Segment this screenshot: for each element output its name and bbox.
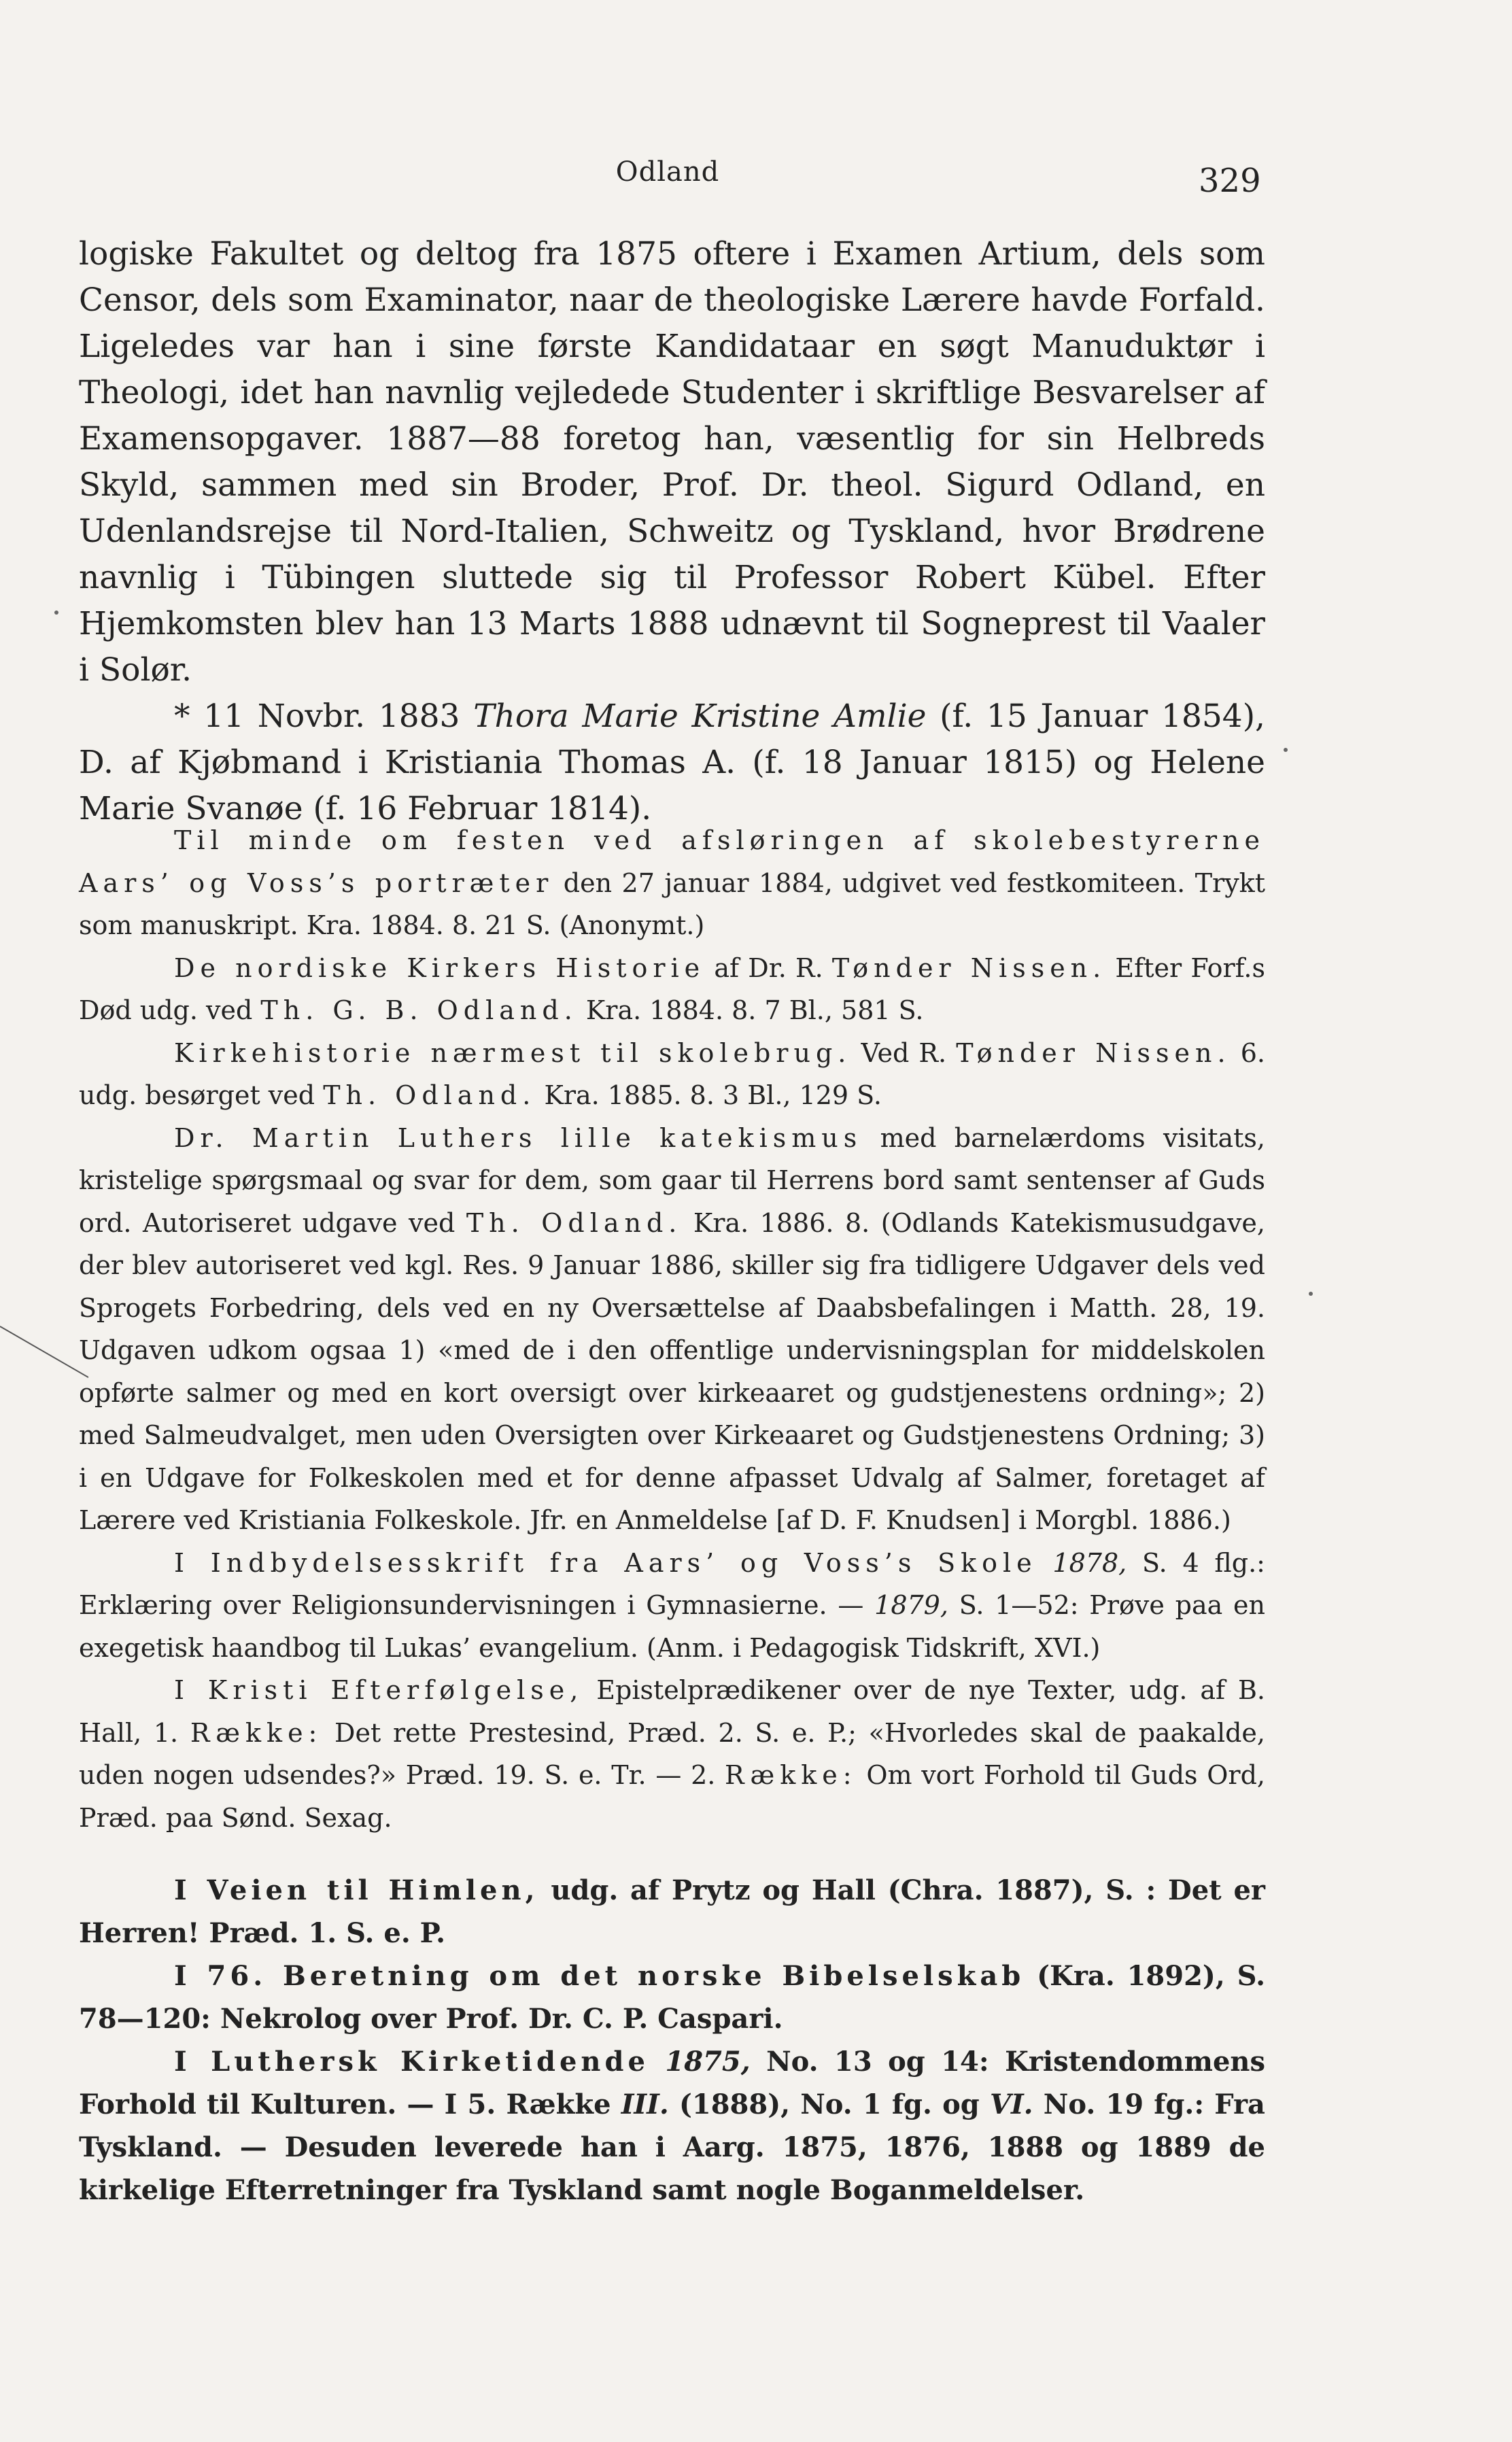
entry-details: Efter Forf.s Død udg. ved <box>79 952 1265 1025</box>
entry-details: Om vort Forhold til Guds Ord, Præd. paa Sønd. Sexag. <box>79 1760 1265 1833</box>
entry-title: I Luthersk Kirketidende <box>174 2046 649 2078</box>
entry-series: Række: <box>190 1717 323 1748</box>
fraktur-entry <box>79 1869 1265 1955</box>
biography-section <box>79 231 1265 832</box>
entry-details: den 27 januar 1884, udgivet ved festkomiteen. Trykt som manuskript. Kra. 1884. 8. 21 S. (Anonymt.) <box>79 867 1265 940</box>
bibliography-entry <box>79 947 1265 1032</box>
entry-year: 1875, <box>665 2046 751 2078</box>
marriage-paragraph <box>79 693 1265 832</box>
entry-year: 1879, <box>874 1590 948 1620</box>
entry-title: De nordiske Kirkers Historie <box>174 952 706 983</box>
fraktur-entry <box>79 1955 1265 2040</box>
bibliography-section <box>79 819 1265 1839</box>
entry-details: Kra. 1886. 8. (Odlands Katekismusudgave, der blev autoriseret ved kgl. Res. 9 Januar 1886, skiller sig fra tidligere Udgaver dels ved Sprogets Forbedring, dels ved en ny Oversættelse af Daabsbefalingen i Matth. 28, 19. Udgaven udkom ogsaa 1) «med de i den offentlige undervisningsplan for middelskolen opførte salmer og med en kort oversigt over kirkeaaret og gudstjenestens ordning»; 2) med Salmeudvalget, men uden Oversigten over Kirkeaaret og Gudstjenestens Ordning; 3) i en Udgave for Folkeskolen med et for denne afpasset Udvalg af Salmer, foretaget af Lærere ved Kristiania Folkeskole. Jfr. en Anmeldelse [af D. F. Knudsen] i Morgbl. 1886.) <box>79 1207 1265 1535</box>
entry-title: I Indbydelsesskrift fra Aars’ og Voss’s Skole <box>174 1547 1037 1578</box>
entry-editor: Th. Odland. <box>323 1080 536 1110</box>
bibliography-entry <box>79 1542 1265 1670</box>
marriage-prefix: * 11 Novbr. 1883 <box>174 698 460 735</box>
entry-volume: VI. <box>989 2088 1033 2120</box>
entry-title: I 76. Beretning om det norske Bibelselskab <box>174 1960 1025 1992</box>
marriage-details: (f. 15 Januar 1854), D. af Kjøbmand i Kristiania Thomas A. (f. 18 Januar 1815) og Helene Marie Svanøe (f. 16 Februar 1814). <box>79 698 1265 827</box>
entry-author: Tønder Nissen. <box>831 952 1107 983</box>
entry-details: S. 4 flg.: Erklæring over Religionsundervisningen i Gymnasierne. — <box>79 1547 1265 1620</box>
entry-series: Række: <box>725 1760 857 1790</box>
entry-details: udg. af Prytz og Hall (Chra. 1887), S. : Det er Herren! Præd. 1. S. e. P. <box>79 1874 1265 1949</box>
entry-title: I Kristi Efterfølgelse, <box>174 1675 584 1705</box>
entry-details: S. 1—52: Prøve paa en exegetisk haandbog til Lukas’ evangelium. (Anm. i Pedagogisk Tidskrift, XVI.) <box>79 1590 1265 1663</box>
entry-editor: Th. Odland. <box>466 1207 683 1238</box>
entry-details: (Kra. 1892), S. 78—120: Nekrolog over Prof. Dr. C. P. Caspari. <box>79 1960 1266 2035</box>
bibliography-entry <box>79 1117 1265 1542</box>
entry-title: Kirkehistorie nærmest til skolebrug. <box>174 1037 852 1068</box>
margin-dot <box>1309 1292 1313 1296</box>
entry-title: Dr. Martin Luthers lille katekismus <box>174 1122 863 1153</box>
entry-details: Kra. 1885. 8. 3 Bl., 129 S. <box>544 1080 882 1110</box>
entry-author: Tønder Nissen. <box>956 1037 1231 1068</box>
bibliography-entry <box>79 1669 1265 1839</box>
entry-details: Epistelprædikener over de nye Texter, udg. af B. Hall, 1. <box>79 1675 1265 1748</box>
fraktur-section <box>79 1869 1265 2212</box>
entry-title: I Veien til Himlen, <box>174 1874 539 1906</box>
margin-pencil-mark <box>0 1326 88 1378</box>
entry-details: Det rette Prestesind, Præd. 2. S. e. P.; «Hvorledes skal de paakalde, uden nogen udsendes?» Præd. 19. S. e. Tr. — 2. <box>79 1717 1265 1790</box>
bibliography-entry <box>79 1032 1265 1117</box>
margin-dot <box>1284 748 1288 752</box>
entry-details: 6. udg. besørget ved <box>79 1037 1265 1110</box>
page-number: 329 <box>1199 162 1261 200</box>
entry-editor: Th. G. B. Odland. <box>260 995 578 1025</box>
entry-details: Kra. 1884. 8. 7 Bl., 581 S. <box>585 995 924 1025</box>
margin-dot <box>54 610 58 615</box>
running-title: Odland <box>615 156 720 188</box>
entry-details: af Dr. R. <box>714 952 823 983</box>
biography-paragraph: logiske Fakultet og deltog fra 1875 oftere i Examen Artium, dels som Censor, dels som Examinator, naar de theologiske Lærere havde Forfald. Ligeledes var han i sine første Kandidataar en søgt Manuduktør i Theologi, idet han navnlig vejledede Studenter i skriftlige Besvarelser af Examensopgaver. 1887—88 foretog han, væsentlig for sin Helbreds Skyld, sammen med sin Broder, Prof. Dr. theol. Sigurd Odland, en Udenlandsrejse til Nord-Italien, Schweitz og Tyskland, hvor Brødrene navnlig i Tübingen sluttede sig til Professor Robert Kübel. Efter Hjemkomsten blev han 13 Marts 1888 udnævnt til Sogneprest til Vaaler i Solør. <box>79 235 1265 689</box>
entry-details: No. 13 og 14: Kristendommens Forhold til Kulturen. — I 5. Række <box>79 2046 1265 2120</box>
entry-year: 1878, <box>1052 1547 1127 1578</box>
entry-details: med barnelærdoms visitats, kristelige spørgsmaal og svar for dem, som gaar til Herrens bord samt sentenser af Guds ord. Autoriseret udgave ved <box>79 1122 1265 1238</box>
entry-details: Ved R. <box>861 1037 947 1068</box>
bibliography-entry <box>79 819 1265 947</box>
entry-details: (1888), No. 1 fg. og <box>678 2088 980 2120</box>
entry-title: Til minde om festen ved afsløringen af skolebestyrerne Aars’ og Voss’s portræter <box>79 825 1265 898</box>
spouse-name: Thora Marie Kristine Amlie <box>473 698 927 735</box>
entry-details: No. 19 fg.: Fra Tyskland. — Desuden leverede han i Aarg. 1875, 1876, 1888 og 1889 de kirkelige Efterretninger fra Tyskland samt nogle Boganmeldelser. <box>79 2088 1265 2206</box>
fraktur-entry <box>79 2040 1265 2212</box>
entry-volume: III. <box>621 2088 669 2120</box>
